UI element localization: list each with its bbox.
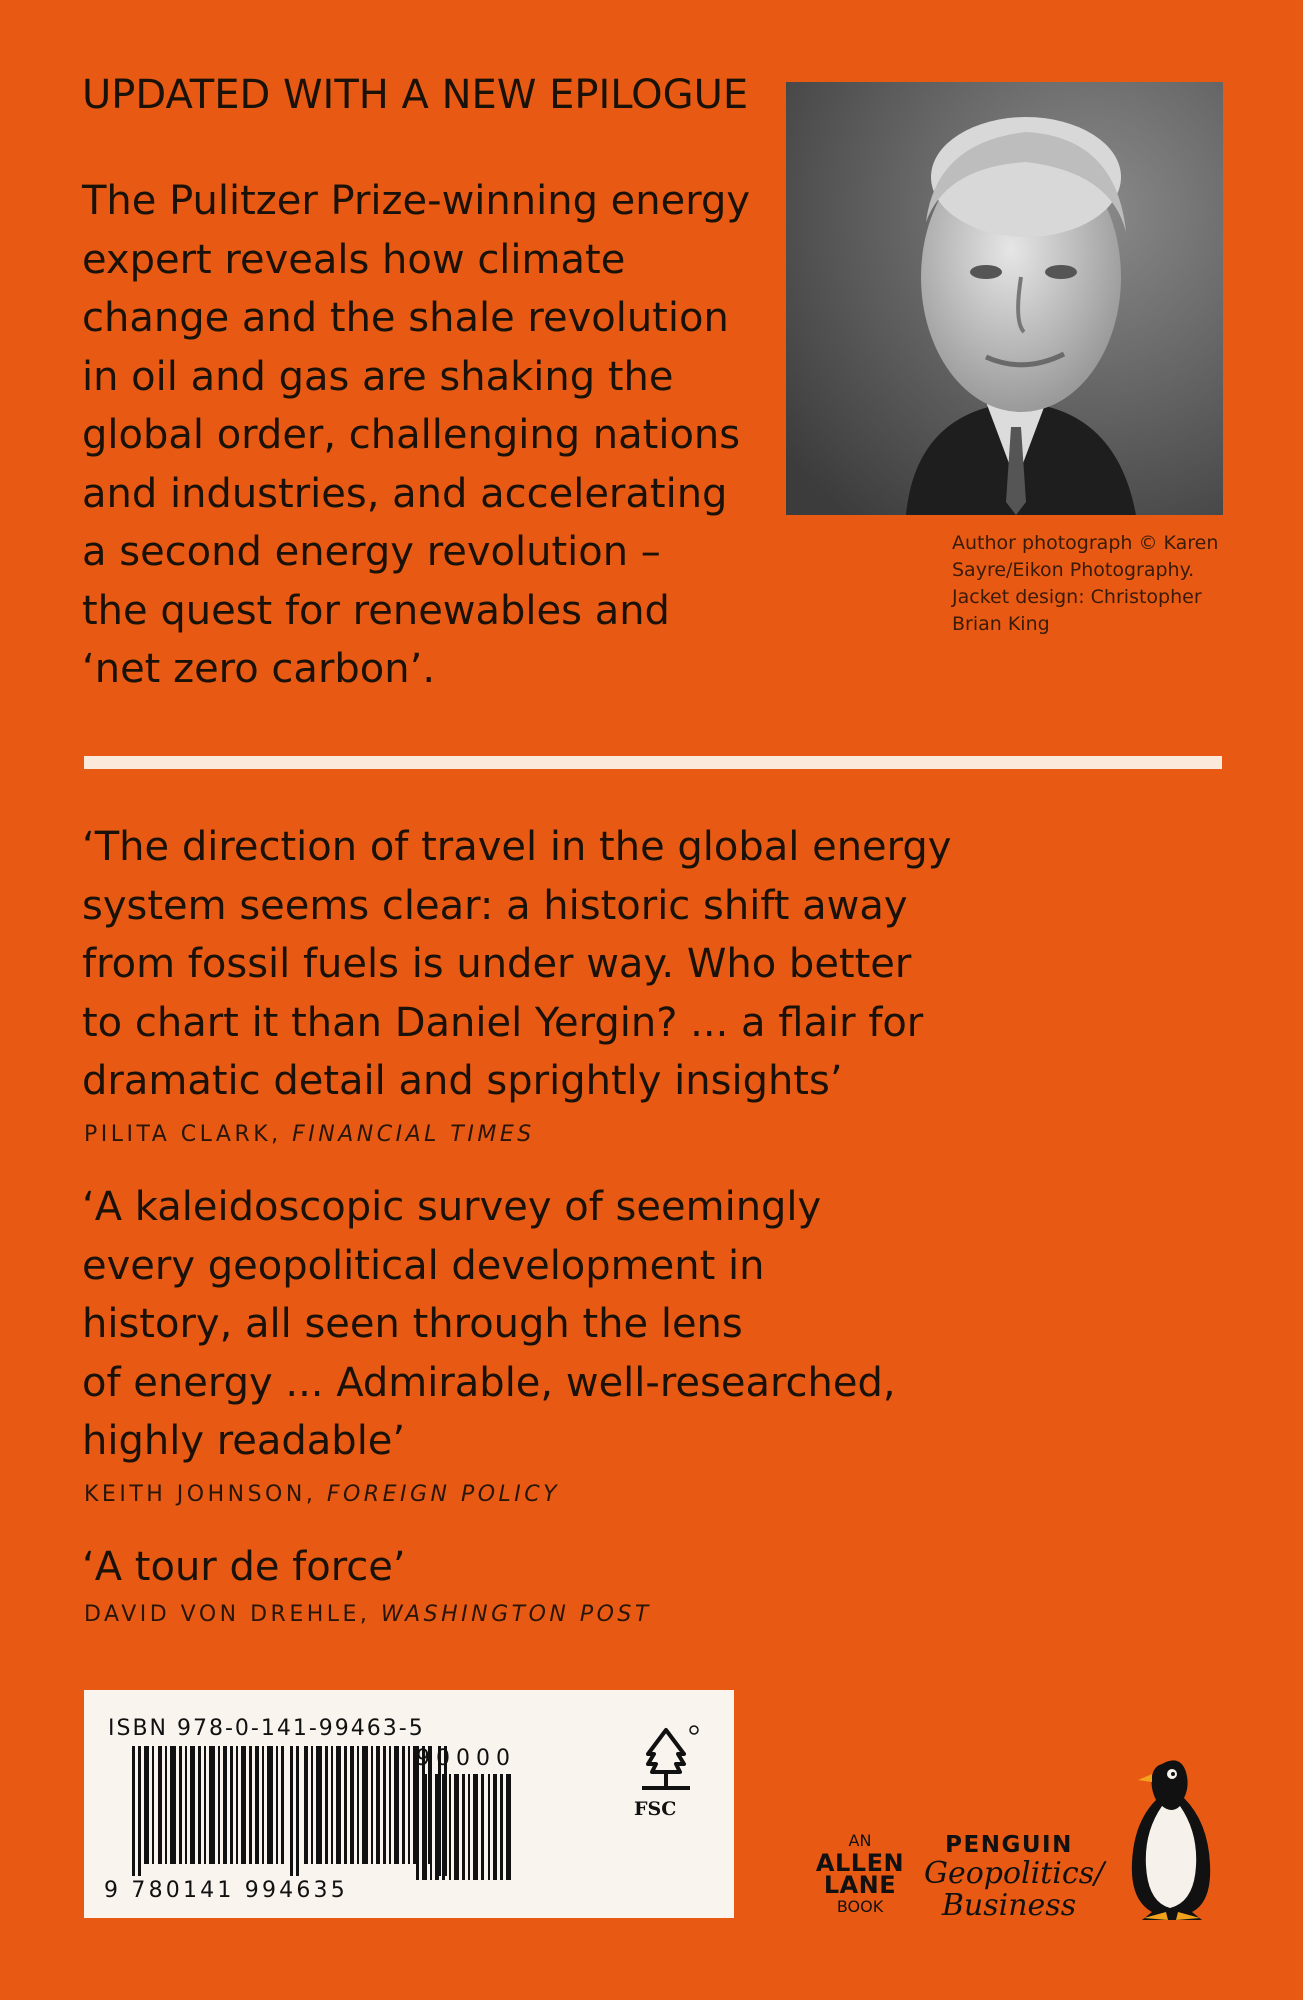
quote-line: every geopolitical development in (82, 1242, 765, 1289)
review-quote-1 (82, 818, 951, 1111)
quote-line: ‘The direction of travel in the global energy (82, 824, 952, 870)
allen-an: AN (848, 1831, 872, 1850)
fsc-label: FSC (634, 1798, 677, 1820)
fsc-tree-logo (632, 1722, 700, 1794)
price-code: 90000 (416, 1746, 516, 1771)
divider-rule (84, 756, 1222, 769)
attribution-author: DAVID VON DREHLE, (84, 1602, 371, 1627)
header-tagline: UPDATED WITH A NEW EPILOGUE (82, 72, 749, 118)
attribution-publication: WASHINGTON POST (380, 1602, 652, 1627)
allen-line1: ALLEN (815, 1849, 905, 1877)
credit-line: Brian King (952, 613, 1050, 635)
attribution-publication: FINANCIAL TIMES (292, 1122, 535, 1147)
attribution-author: PILITA CLARK, (84, 1122, 282, 1147)
barcode-digits: 9 780141 994635 (104, 1878, 348, 1903)
category-line2: Business (941, 1888, 1077, 1923)
quote-line: ‘A tour de force’ (82, 1544, 406, 1590)
quote-line: highly readable’ (82, 1418, 406, 1464)
quote-attribution-1 (84, 1122, 535, 1147)
quote-line: ‘A kaleidoscopic survey of seemingly (82, 1184, 822, 1230)
quote-line: to chart it than Daniel Yergin? ... a flair for (82, 999, 924, 1046)
blurb-line: The Pulitzer Prize-winning energy (82, 178, 751, 224)
blurb-line: expert reveals how climate (82, 236, 626, 283)
blurb-line: a second energy revolution – (82, 529, 661, 575)
blurb-line: change and the shale revolution (82, 295, 729, 341)
credit-line: Sayre/Eikon Photography. (952, 559, 1195, 581)
quote-line: dramatic detail and sprightly insights’ (82, 1058, 843, 1104)
blurb-line: and industries, and accelerating (82, 470, 728, 517)
quote-line: of energy ... Admirable, well-researched, (82, 1359, 896, 1406)
review-quote-3 (82, 1538, 406, 1597)
quote-line: from fossil fuels is under way. Who better (82, 941, 912, 987)
price-barcode (416, 1774, 516, 1880)
allen-book: BOOK (836, 1897, 884, 1916)
penguin-brand: PENGUIN (945, 1832, 1073, 1858)
blurb-line: ‘net zero carbon’. (82, 646, 436, 692)
attribution-author: KEITH JOHNSON, (84, 1482, 317, 1507)
barcode-panel (84, 1690, 734, 1918)
blurb-line: the quest for renewables and (82, 587, 670, 634)
category-line1: Geopolitics/ (924, 1856, 1105, 1891)
blurb-line: global order, challenging nations (82, 412, 741, 458)
credit-line: Author photograph © Karen (952, 532, 1219, 554)
quote-line: system seems clear: a historic shift away (82, 882, 908, 929)
quote-attribution-3 (84, 1602, 652, 1627)
penguin-imprint (924, 1832, 1105, 1923)
allen-line2: LANE (823, 1871, 897, 1899)
blurb-line: in oil and gas are shaking the (82, 353, 674, 400)
quote-attribution-2 (84, 1482, 560, 1507)
blurb-text (82, 172, 782, 699)
penguin-logo-icon (1122, 1752, 1222, 1924)
allen-lane-imprint (812, 1830, 908, 1918)
isbn-label: ISBN 978-0-141-99463-5 (108, 1716, 425, 1741)
photo-credit (952, 530, 1242, 638)
attribution-publication: FOREIGN POLICY (326, 1482, 561, 1507)
review-quote-2 (82, 1178, 896, 1471)
quote-line: history, all seen through the lens (82, 1301, 743, 1347)
credit-line: Jacket design: Christopher (952, 586, 1202, 608)
author-photo (786, 82, 1223, 515)
